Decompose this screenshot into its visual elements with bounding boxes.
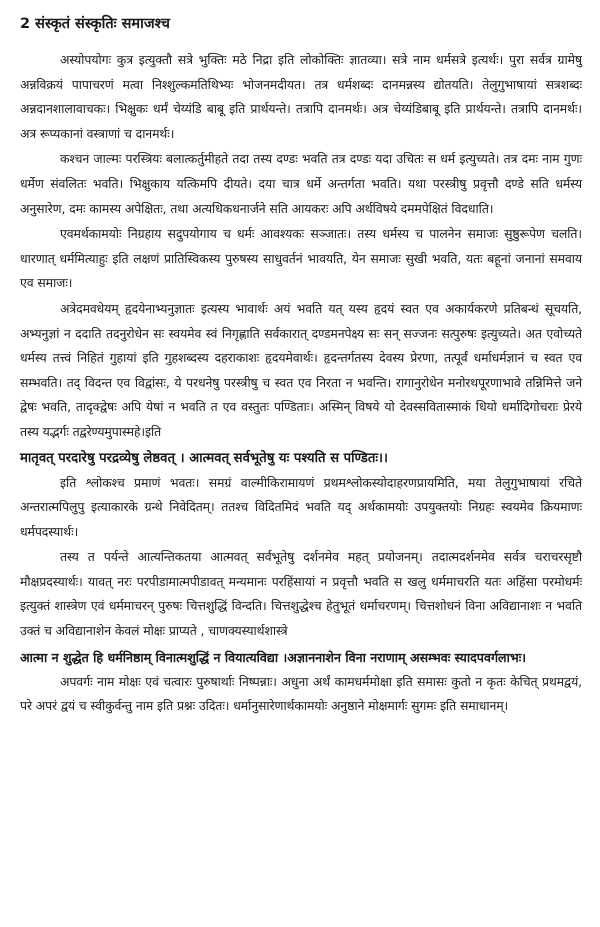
page-header: 2 संस्कृतं संस्कृतिः समाजश्च (20, 16, 170, 32)
verse-2: आत्मा न शुद्धेत हि धर्मनिष्ठाम् विनात्मशुद्धिं न वियात्यविद्या ।अज्ञाननाशेन विना नराणाम् असम्भवः स्यादपवर्गलाभः। (20, 649, 527, 665)
paragraph-4: अत्रेदमवधेयम् हृदयेनाभ्यनुज्ञातः इत्यस्य भावार्थः अयं भवति यत् यस्य हृदयं स्वत एव अकार्यकरणे प्रतिबन्धं सूचयति, अभ्यनुज्ञां न ददाति तदनुरोधेन सः स्वयमेव स्वं निगृह्णाति सर्वकारात् दण्डमनपेक्ष्य सः सन् सज्जनः सत्पुरुषः इत्युच्यते। अत एवोच्यते धर्मस्य तत्त्वं निहितं गुहायां इति गुहशब्दस्य दहराकाशः हृदयमेवार्थः। हृदन्तर्गतस्य देवस्य प्रेरणा, तत्पूर्वं धर्माधर्मज्ञानं च स्वत एव सम्भवति। तद् विदन्त एव विद्वांसः, ये परधनेषु परस्त्रीषु च स्वत एव निरता न भवन्ति। रागानुरोधेन मनोरथपूरणाभावे तन्निमित्ते जने द्वेषः भवति, तादृक्द्वेषः अपि येषां न भवति त एव वस्तुतः पण्डिताः। अस्मिन् विषये यो देवस्सवितास्माकं धियो धर्मादिगोचराः प्रेरये तस्य यद्भर्गः तद्वरेण्यमुपास्महे।इति (20, 300, 582, 439)
paragraph-3: एवमर्थकामयोः निग्रहाय सदुपयोगाय च धर्मः आवश्यकः सञ्जातः। तस्य धर्मस्य च पालनेन समाजः सुष्ठुरूपेण चलति। धारणात् धर्ममित्याहुः इति लक्षणं प्रातिस्विकस्य पुरुषस्य साधुवर्तनं भावयति, येन समाजः सुखी भवति, यतः बहूनां जनानां समवाय एव समाजः। (20, 226, 582, 291)
paragraph-6: तस्य त पर्यन्ते आत्यन्तिकतया आत्मवत् सर्वभूतेषु दर्शनमेव महत् प्रयोजनम्। तदात्मदर्शनमेव सर्वत्र चराचरसृष्टौ मौक्षप्रदस्यार्थः। यावत् नरः परपीडामात्मपीडावत् मन्यमानः परहिंसायां न प्रवृत्तौ भवति स खलु धर्ममाचरति यतः अहिंसा परमोधर्मः इत्युक्तं शास्त्रेण एवं धर्ममाचरन् पुरुषः चित्तशुद्धिं विन्दति। चित्तशुद्धेश्च हेतुभूतं धर्माचरणम्। चित्तशोधनं विना अविद्यानाशः न भवति उक्तं च अविद्यानाशेन केवलं मोक्षः प्राप्यते , चाणक्यस्यार्थशास्त्रे (20, 549, 582, 639)
paragraph-7: अपवर्गः नाम मोक्षः एवं चत्वारः पुरुषार्थाः निष्पन्नाः। अधुना अर्थं कामधर्ममोक्षा इति समासः कुतो न कृतः केचित् प्रथमद्वयं, परे अपरं द्वयं च स्वीकुर्वन्तु नाम इति प्रश्नः उदितः। धर्मानुसारेणार्थकामयोः अनुष्ठाने मोक्षमार्गः सुगमः इति समाधानम्। (20, 673, 582, 714)
paragraph-1: अस्योपयोगः कुत्र इत्युक्तौ सत्रे भुक्तिः मठे निद्रा इति लोकोक्तिः ज्ञातव्या। सत्रे नाम धर्मसत्रे इत्यर्थः। पुरा सर्वत्र ग्रामेषु अन्नविक्रयं पापाचरणं मत्वा निश्शुल्कमतिथिभ्यः भोजनमदीयत। तत्र धर्मशब्दः दानमन्नस्य द्योतयति। तेलुगुभाषायां सत्रशब्दः अन्नदानशालावाचकः। भिक्षुकः धर्मं चेय्यंडि बाबू इति प्रार्थयन्ते। तत्रापि दानमर्थः। अत्र चेय्यंडिबाबू इति प्रार्थयन्ते। तत्रापि दानमर्थः। अत्र रूप्यकानां वस्त्राणां च दानमर्थः। (20, 52, 582, 141)
paragraph-2: कश्चन जाल्मः परस्त्रियः बलात्कर्तुमीहते तदा तस्य दण्डः भवति तत्र दण्डः यदा उचितः स धर्म इत्युच्यते। तत्र दमः नाम गुणः धर्मेण संवलितः भवति। भिक्षुकाय यत्किमपि दीयते। दया चात्र धर्मे अन्तर्गता भवति। यथा परस्त्रीषु प्रवृत्तौ दण्डे सति धर्मस्य अनुसारेण, दमः कामस्य अपेक्षितः, तथा अत्यधिकधनार्जने सति आयकरः अपि अर्थविषये दममपेक्षितं विदधाति। (20, 151, 582, 216)
paragraph-5: इति श्लोकश्च प्रमाणं भवतः। समग्रं वाल्मीकिरामायणं प्रथमश्लोकस्योदाहरणप्रायमिति, मया तेलुगुभाषायां रचिते अन्तरात्मपिलुपु इत्याकारके ग्रन्थे निवेदितम्। ततश्च विदितमिदं भवति यद् अर्थकामयोः उपयुक्तयोः निग्रहः स्वयमेव क्रियमाणः धर्मपदस्यार्थः। (20, 474, 582, 539)
verse-1: मातृवत् परदारेषु परद्रव्येषु लेष्ठवत् । आत्मवत् सर्वभूतेषु यः पश्यति स पण्डितः।। (20, 450, 389, 466)
